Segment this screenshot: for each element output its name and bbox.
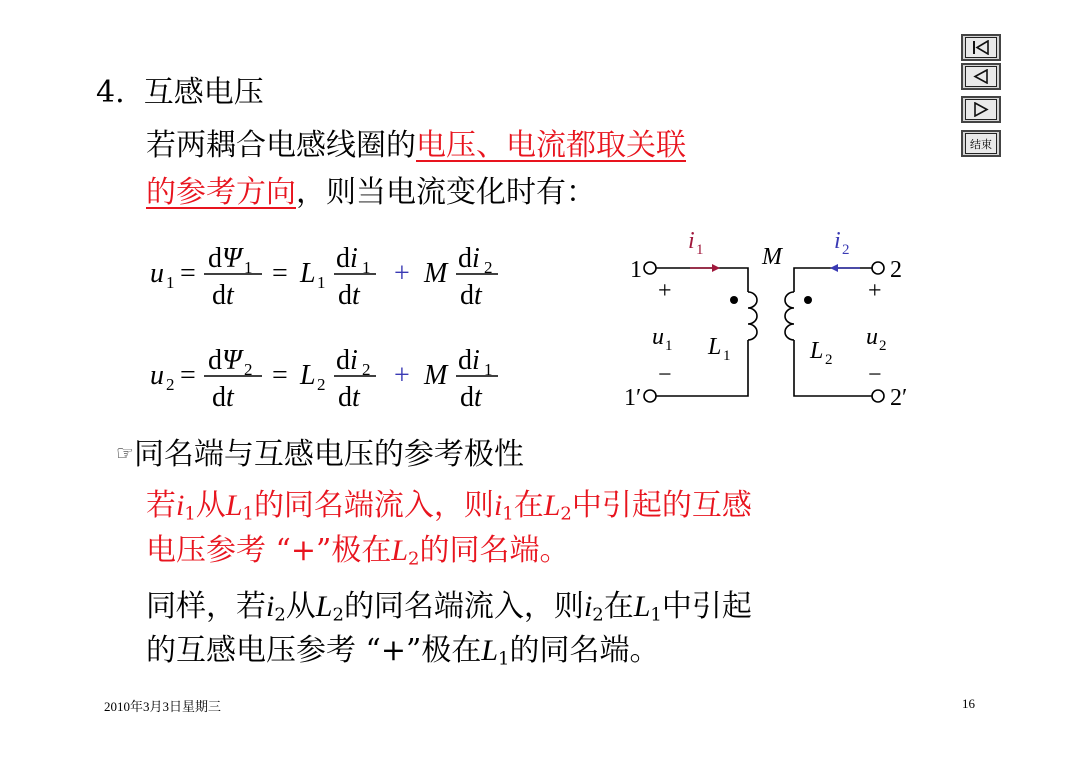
current-arrow-i1 xyxy=(690,264,720,272)
label-i1: i xyxy=(688,228,695,254)
svg-text:=: = xyxy=(272,258,288,289)
rule-red-line-1: 若$i_1$从$L_1$的同名端流入，则$i_1$在$L_2$中引起的互感 xyxy=(146,488,752,525)
page-number: 16 xyxy=(962,696,975,711)
svg-text:=: = xyxy=(272,360,288,391)
label-M: M xyxy=(762,244,782,270)
svg-text:M: M xyxy=(424,360,448,391)
end-label: 结束 xyxy=(965,133,997,154)
svg-text:dt: dt xyxy=(212,280,234,311)
svg-text:1: 1 xyxy=(484,360,493,379)
svg-text:1: 1 xyxy=(362,258,371,277)
rule-black-line-1: 同样，若$i_2$从$L_2$的同名端流入，则$i_2$在$L_1$中引起 xyxy=(146,589,752,626)
svg-text:di: di xyxy=(336,345,358,376)
label-L2: L xyxy=(810,338,824,364)
label-L2-sub: 2 xyxy=(825,352,833,368)
dot-marker-L1 xyxy=(730,296,738,304)
svg-text:dt: dt xyxy=(212,382,234,413)
label-L1: L xyxy=(708,334,722,360)
svg-text:u: u xyxy=(150,360,164,391)
equation-1 xyxy=(150,243,498,311)
plus-right: + xyxy=(868,278,882,304)
intro-line-2 xyxy=(146,175,596,210)
rule-red-line-2: 电压参考 “+”极在$L_2$的同名端。 xyxy=(146,533,570,570)
next-page-icon xyxy=(970,102,992,117)
footer-date: 2010年3月3日星期三 xyxy=(104,699,222,714)
section-heading: 4. 互感电压 xyxy=(96,75,264,110)
svg-text:2: 2 xyxy=(484,258,493,277)
next-page-button[interactable] xyxy=(961,96,1001,123)
svg-text:=: = xyxy=(180,258,196,289)
svg-text:di: di xyxy=(336,243,358,274)
dot-marker-L2 xyxy=(804,296,812,304)
svg-text:u: u xyxy=(150,258,164,289)
end-show-button[interactable] xyxy=(961,130,1001,157)
svg-text:dt: dt xyxy=(338,280,360,311)
terminal-2-prime xyxy=(872,390,884,402)
label-i1-sub: 1 xyxy=(696,242,704,258)
svg-text:2: 2 xyxy=(317,375,326,394)
terminal-2 xyxy=(872,262,884,274)
label-i2-sub: 2 xyxy=(842,242,850,258)
inductor-L2 xyxy=(785,292,794,340)
inductor-L1 xyxy=(748,292,757,340)
heading-text: 互感电压 xyxy=(143,75,264,110)
intro-text: 若两耦合电感线圈的 xyxy=(146,128,416,163)
heading-number: 4 xyxy=(96,75,116,110)
first-page-icon xyxy=(970,40,992,55)
intro-highlight-2: 的参考方向 xyxy=(146,175,296,210)
svg-text:dt: dt xyxy=(338,382,360,413)
prev-page-icon xyxy=(970,69,992,84)
current-arrow-i2 xyxy=(830,264,860,272)
label-1: 1 xyxy=(630,257,642,283)
label-2-prime: 2′ xyxy=(890,385,908,411)
label-u1-sub: 1 xyxy=(665,338,673,354)
svg-text:+: + xyxy=(394,258,410,289)
svg-text:1: 1 xyxy=(317,273,326,292)
label-u2-sub: 2 xyxy=(879,338,887,354)
svg-text:=: = xyxy=(180,360,196,391)
svg-text:L: L xyxy=(300,360,316,391)
svg-text:M: M xyxy=(424,258,448,289)
svg-text:2: 2 xyxy=(244,360,253,379)
rule-black-line-2: 的互感电压参考 “+”极在$L_1$的同名端。 xyxy=(146,633,660,670)
svg-text:1: 1 xyxy=(244,258,253,277)
svg-text:di: di xyxy=(458,243,480,274)
svg-text:2: 2 xyxy=(166,375,175,394)
label-u2: u xyxy=(866,324,878,350)
intro-highlight-1: 电压、电流都取关联 xyxy=(416,128,686,163)
equations-block xyxy=(140,238,580,416)
terminal-1 xyxy=(644,262,656,274)
first-page-button[interactable] xyxy=(961,34,1001,61)
minus-left: − xyxy=(658,362,672,388)
svg-text:2: 2 xyxy=(362,360,371,379)
minus-right: − xyxy=(868,362,882,388)
bullet-text: 同名端与互感电压的参考极性 xyxy=(133,437,524,472)
terminal-1-prime xyxy=(644,390,656,402)
svg-text:dΨ: dΨ xyxy=(208,345,242,376)
intro-line-1 xyxy=(146,128,686,163)
svg-text:1: 1 xyxy=(166,273,175,292)
label-u1: u xyxy=(652,324,664,350)
coupled-inductor-circuit xyxy=(610,220,940,420)
prev-page-button[interactable] xyxy=(961,63,1001,90)
svg-text:dt: dt xyxy=(460,280,482,311)
pointing-hand-icon: ☞ xyxy=(116,441,134,465)
intro-text-2: ，则当电流变化时有： xyxy=(296,175,596,210)
label-1-prime: 1′ xyxy=(624,385,642,411)
svg-text:L: L xyxy=(300,258,316,289)
label-2: 2 xyxy=(890,257,902,283)
label-L1-sub: 1 xyxy=(723,348,731,364)
label-i2: i xyxy=(834,228,841,254)
svg-text:+: + xyxy=(394,360,410,391)
equation-2 xyxy=(150,345,498,413)
svg-text:di: di xyxy=(458,345,480,376)
bullet-line xyxy=(116,437,524,472)
plus-left: + xyxy=(658,278,672,304)
svg-text:dΨ: dΨ xyxy=(208,243,242,274)
svg-text:dt: dt xyxy=(460,382,482,413)
